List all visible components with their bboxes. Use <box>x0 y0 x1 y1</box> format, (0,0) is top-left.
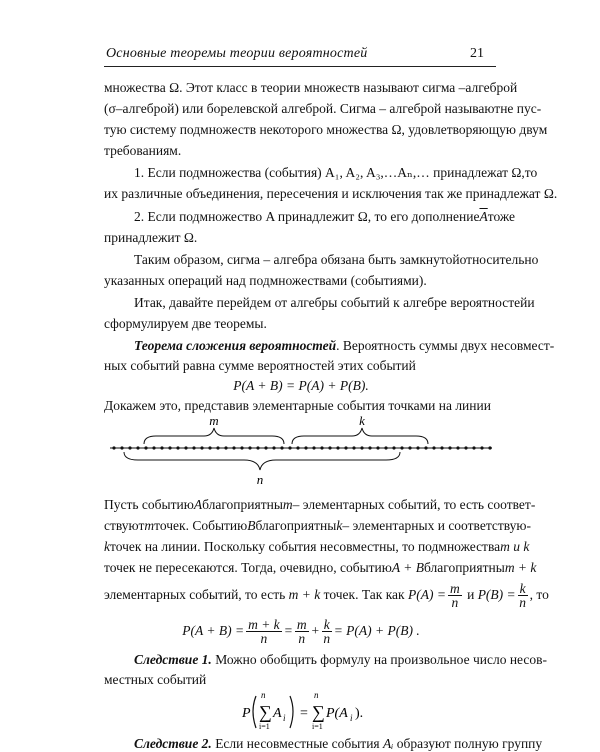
para1-line1 <box>104 80 518 96</box>
corollary-title: Следствие 2. <box>134 736 212 751</box>
math-symbol: P(A + B) = <box>182 623 245 638</box>
fraction-denominator: n <box>298 630 306 646</box>
text-fragment: , то <box>529 587 549 602</box>
text-fragment: точек. Событию <box>154 518 248 533</box>
text-fragment: благоприятны <box>255 518 337 533</box>
math-symbol: B <box>247 518 256 533</box>
math-symbol: Aᵢ <box>383 736 394 751</box>
proof-line5 <box>104 578 549 612</box>
para3-line2: сформулируем две теоремы. <box>104 316 267 331</box>
math-symbol: m <box>282 497 293 512</box>
math-symbol: P(B) = <box>477 587 516 602</box>
para3-line1 <box>134 295 535 311</box>
math-symbol: m и k <box>500 539 530 554</box>
math-symbol: P(A) = <box>407 587 446 602</box>
text-fragment: точек. Так как <box>323 587 405 602</box>
proof-intro: Докажем это, представив элементарные события точками на линии <box>104 398 491 413</box>
math-symbol: A <box>273 706 282 721</box>
running-header-title: Основные теоремы теории вероятностей <box>106 46 368 61</box>
sigma-sign: ∑ <box>312 702 325 722</box>
subscript: i <box>350 713 353 723</box>
text-fragment: 1. Если подмножества (события) A₁, A₂, A₃,…Aₙ,… принадлежат Ω, <box>134 165 525 180</box>
math-symbol: = <box>283 623 293 638</box>
proof-final-formula <box>104 614 498 648</box>
right-paren <box>290 696 293 728</box>
corollary-title: Следствие 1. <box>134 652 212 667</box>
theorem-line1 <box>134 338 555 354</box>
para2-line1 <box>134 252 539 268</box>
math-symbol: ). <box>355 706 364 721</box>
math-symbol: k <box>104 539 110 554</box>
sum-lower-limit: i=1 <box>259 722 270 731</box>
text-fragment: 2. Если подмножество A принадлежит Ω, то его дополнение <box>134 209 480 224</box>
item1-line2: их различные объединения, пересечения и исключения так же принадлежат Ω. <box>104 186 558 201</box>
math-symbol: P(A <box>326 706 348 721</box>
math-symbol: m + k <box>504 560 537 575</box>
item2-line2: принадлежит Ω. <box>104 230 198 245</box>
fraction-numerator: m <box>449 580 460 596</box>
para1-line3: тую систему подмножеств некоторого множества Ω, удовлетворяющую двум <box>104 122 548 137</box>
math-symbol: k <box>336 518 343 533</box>
fraction-m-over-n <box>295 618 309 645</box>
proof-line2 <box>104 518 532 534</box>
text-fragment: образуют полную группу <box>396 736 543 751</box>
fraction-mk-over-n <box>246 618 282 645</box>
text-fragment: тоже <box>487 209 515 224</box>
text-fragment: благоприятны <box>202 497 283 512</box>
text-fragment: Пусть событию <box>104 497 194 512</box>
left-paren <box>253 696 256 728</box>
math-symbol: + <box>310 623 320 638</box>
text-fragment: не пус- <box>500 101 542 116</box>
text-fragment: множества Ω. Этот класс в теории множеств называют сигма – <box>104 80 466 95</box>
fraction-denominator: n <box>519 594 527 610</box>
text-fragment: относительно <box>459 252 539 267</box>
fraction-denominator: n <box>323 630 331 646</box>
fraction-denominator: n <box>451 594 459 610</box>
text-fragment: элементарных событий, то есть <box>104 587 286 602</box>
math-symbol: = <box>300 706 308 721</box>
theorem-line2: ных событий равна сумме вероятностей этих событий <box>104 358 416 373</box>
para1-line2 <box>104 101 542 117</box>
brace-m <box>144 428 284 444</box>
fraction-k-over-n <box>322 618 332 645</box>
text-fragment: (σ–алгеброй) или борелевской алгеброй. Сигма – алгеброй называют <box>104 101 501 116</box>
page-number: 21 <box>470 46 484 61</box>
header-rule <box>104 66 496 67</box>
math-symbol: m + k <box>288 587 321 602</box>
item2-line1 <box>134 209 515 225</box>
corollary1-line1 <box>134 652 547 668</box>
subscript: i <box>283 713 286 723</box>
sum-upper-limit: n <box>314 690 319 700</box>
text-fragment: . Вероятность суммы двух несовмест- <box>336 338 555 353</box>
sigma-sign: ∑ <box>259 702 272 722</box>
proof-line1 <box>104 497 536 513</box>
math-symbol: P <box>242 706 251 721</box>
fraction-m-over-n <box>448 582 462 609</box>
points-line-diagram <box>104 414 498 486</box>
para2-line2: указанных операций над подмножествами (событиями). <box>104 273 427 288</box>
proof-line3 <box>104 539 530 555</box>
theorem-formula: P(A + B) = P(A) + P(B). <box>233 378 369 393</box>
brace-k <box>292 428 428 444</box>
corollary1-formula <box>240 688 380 734</box>
math-symbol: A + B <box>391 560 424 575</box>
para1-line4: требованиям. <box>104 143 182 158</box>
fraction-numerator: m + k <box>248 616 280 632</box>
math-symbol: m <box>144 518 155 533</box>
text-fragment: ствуют <box>104 518 145 533</box>
fraction-numerator: k <box>323 616 330 632</box>
corollary1-line2: местных событий <box>104 672 207 687</box>
text-fragment: Таким образом, сигма – алгебра обязана быть замкнутой <box>134 252 460 267</box>
fraction-k-over-n <box>518 582 528 609</box>
label-n: n <box>256 472 264 486</box>
complement-symbol: $\overline{A}$ <box>479 209 488 224</box>
text-fragment: Можно обобщить формулу на произвольное число несов- <box>215 652 547 667</box>
label-m: m <box>209 414 219 428</box>
text-fragment: и <box>527 295 535 310</box>
brace-n <box>124 452 400 470</box>
text-fragment: Итак, давайте перейдем от алгебры событий к алгебре вероятностей <box>134 295 528 310</box>
text-fragment: то <box>524 165 538 180</box>
text-fragment: – элементарных событий, то есть соответ- <box>292 497 536 512</box>
text-fragment: Если несовместные события <box>215 736 380 751</box>
sum-upper-limit: n <box>261 690 266 700</box>
text-fragment: и <box>467 587 475 602</box>
math-symbol: A <box>193 497 203 512</box>
theorem-title: Теорема сложения вероятностей <box>134 338 337 353</box>
fraction-numerator: k <box>519 580 526 596</box>
fraction-denominator: n <box>260 630 268 646</box>
fraction-numerator: m <box>296 616 307 632</box>
text-fragment: – элементарных и соответствую- <box>342 518 532 533</box>
text-fragment: точек на линии. Поскольку события несовместны, то подмножества <box>110 539 501 554</box>
label-k: k <box>359 414 365 428</box>
proof-line4 <box>104 560 537 576</box>
text-fragment: точек не пересекаются. Тогда, очевидно, событию <box>104 560 392 575</box>
text-fragment: алгеброй <box>465 80 518 95</box>
item1-line1 <box>134 165 538 181</box>
math-symbol: = P(A) + P(B) . <box>333 623 420 638</box>
text-fragment: благоприятны <box>423 560 505 575</box>
sum-lower-limit: i=1 <box>312 722 323 731</box>
